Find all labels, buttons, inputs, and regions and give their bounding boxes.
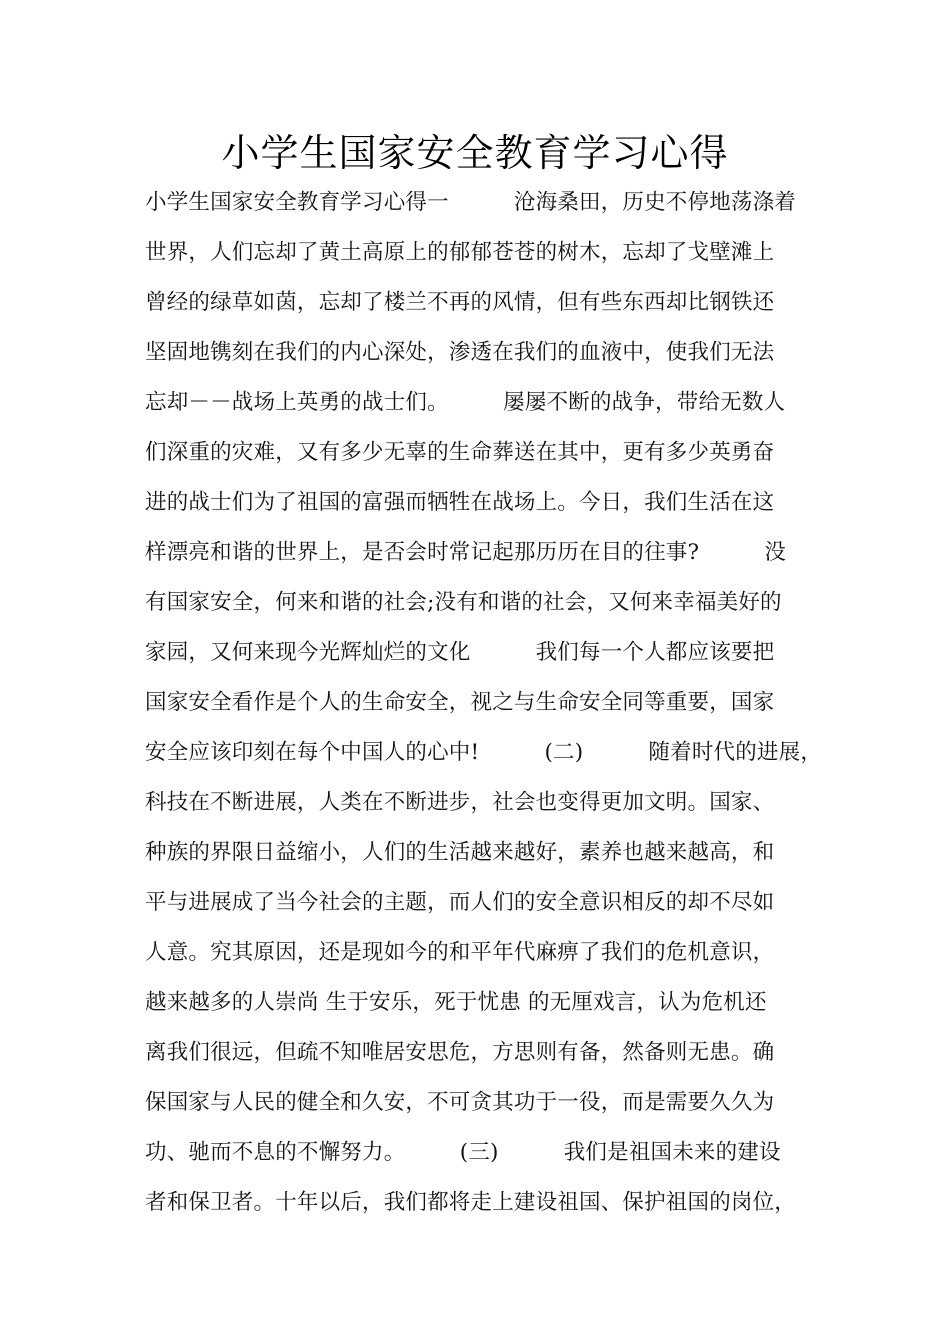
body-line: 样漂亮和谐的世界上，是否会时常记起那历历在目的往事? 没: [145, 540, 787, 565]
body-line: 忘却－－战场上英勇的战士们。 屡屡不断的战争，带给无数人: [145, 390, 786, 415]
body-line: 离我们很远，但疏不知唯居安思危，方思则有备，然备则无患。确: [145, 1040, 775, 1065]
document-body: [145, 178, 825, 1228]
body-line: 曾经的绿草如茵，忘却了楼兰不再的风情，但有些东西却比钢铁还: [145, 290, 775, 315]
body-line: 坚固地镌刻在我们的内心深处，渗透在我们的血液中，使我们无法: [145, 340, 775, 365]
document-title: 小学生国家安全教育学习心得: [221, 131, 729, 175]
body-line: 功、驰而不息的不懈努力。 (三) 我们是祖国未来的建设: [145, 1140, 781, 1165]
body-line: 家园，又何来现今光辉灿烂的文化 我们每一个人都应该要把: [145, 640, 775, 665]
body-line: 人意。究其原因，还是现如今的和平年代麻痹了我们的危机意识，: [145, 940, 775, 965]
body-line: 安全应该印刻在每个中国人的心中! (二) 随着时代的进展，: [145, 740, 823, 765]
body-line: 进的战士们为了祖国的富强而牺牲在战场上。今日，我们生活在这: [145, 490, 775, 515]
body-line: 平与进展成了当今社会的主题，而人们的安全意识相反的却不尽如: [145, 890, 775, 915]
body-line: 越来越多的人崇尚 生于安乐，死于忧患 的无厘戏言，认为危机还: [145, 990, 767, 1015]
body-line: 国家安全看作是个人的生命安全，视之与生命安全同等重要，国家: [145, 690, 775, 715]
body-line: 者和保卫者。十年以后，我们都将走上建设祖国、保护祖国的岗位，: [145, 1190, 797, 1215]
body-line: 科技在不断进展，人类在不断进步，社会也变得更加文明。国家、: [145, 790, 775, 815]
body-line: 们深重的灾难，又有多少无辜的生命葬送在其中，更有多少英勇奋: [145, 440, 775, 465]
body-line: 世界，人们忘却了黄土高原上的郁郁苍苍的树木，忘却了戈壁滩上: [145, 240, 775, 265]
body-line: 种族的界限日益缩小，人们的生活越来越好，素养也越来越高，和: [145, 840, 775, 865]
body-line: 小学生国家安全教育学习心得一 沧海桑田，历史不停地荡涤着: [145, 190, 797, 215]
body-line: 有国家安全，何来和谐的社会;没有和谐的社会，又何来幸福美好的: [145, 590, 782, 615]
body-line: 保国家与人民的健全和久安，不可贪其功于一役，而是需要久久为: [145, 1090, 775, 1115]
